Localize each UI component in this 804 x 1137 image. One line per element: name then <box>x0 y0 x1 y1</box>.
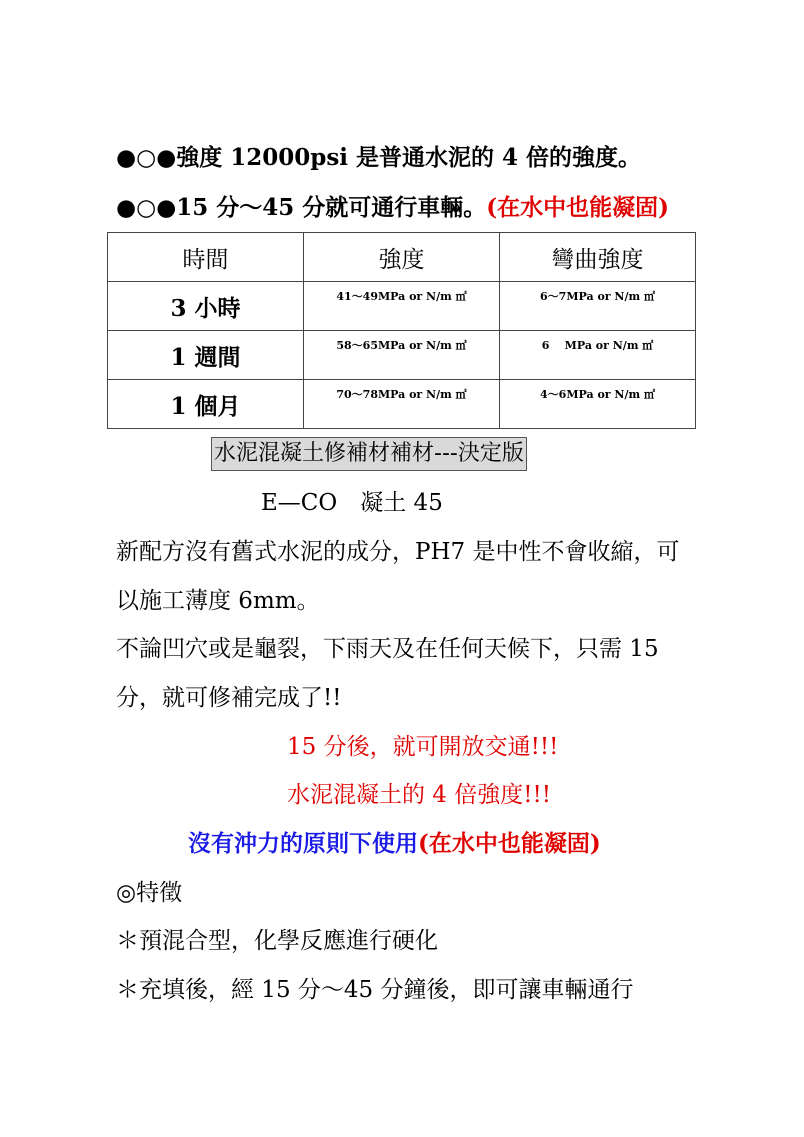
header-strength: 強度 <box>304 233 500 282</box>
strength-value: 41～49MPa or N/m ㎡ <box>304 282 500 331</box>
intro-line-curing <box>116 193 669 223</box>
intro-curing-note: (在水中也能凝固) <box>486 194 670 221</box>
highlight-usage <box>188 829 601 859</box>
product-banner: 水泥混凝土修補材補材---決定版 <box>211 437 527 471</box>
row-label: 1 週間 <box>108 331 304 380</box>
row-label: 3 小時 <box>108 282 304 331</box>
usage-text: 沒有沖力的原則下使用 <box>188 830 418 857</box>
usage-note: (在水中也能凝固) <box>418 830 601 857</box>
table-row <box>108 282 696 331</box>
flex-value: 6 MPa or N/m ㎡ <box>500 331 696 380</box>
header-flex-strength: 彎曲強度 <box>500 233 696 282</box>
table-row <box>108 331 696 380</box>
highlight-strength: 水泥混凝土的 4 倍強度!!! <box>287 782 551 808</box>
product-name: E—CO 凝土 45 <box>261 490 443 516</box>
features-heading: ◎特徵 <box>116 880 183 906</box>
flex-value: 4～6MPa or N/m ㎡ <box>500 380 696 429</box>
feature-item: ＊預混合型，化學反應進行硬化 <box>116 928 438 954</box>
header-time: 時間 <box>108 233 304 282</box>
table-header-row <box>108 233 696 282</box>
strength-table <box>107 232 696 429</box>
description-line: 新配方沒有舊式水泥的成分，PH7 是中性不會收縮，可 <box>116 539 680 565</box>
description-line: 以施工薄度 6mm。 <box>116 588 320 614</box>
row-label: 1 個月 <box>108 380 304 429</box>
intro-curing-text: ●○●15 分～45 分就可通行車輛。 <box>116 194 487 221</box>
strength-value: 58～65MPa or N/m ㎡ <box>304 331 500 380</box>
flex-value: 6～7MPa or N/m ㎡ <box>500 282 696 331</box>
feature-item: ＊充填後，經 15 分～45 分鐘後，即可讓車輛通行 <box>116 977 634 1003</box>
description-line: 不論凹穴或是龜裂，下雨天及在任何天候下，只需 15 <box>116 636 659 662</box>
intro-line-strength: ●○●強度 12000psi 是普通水泥的 4 倍的強度。 <box>116 144 642 171</box>
strength-value: 70～78MPa or N/m ㎡ <box>304 380 500 429</box>
description-line: 分，就可修補完成了!! <box>116 685 342 711</box>
table-row <box>108 380 696 429</box>
highlight-traffic: 15 分後，就可開放交通!!! <box>287 734 559 760</box>
